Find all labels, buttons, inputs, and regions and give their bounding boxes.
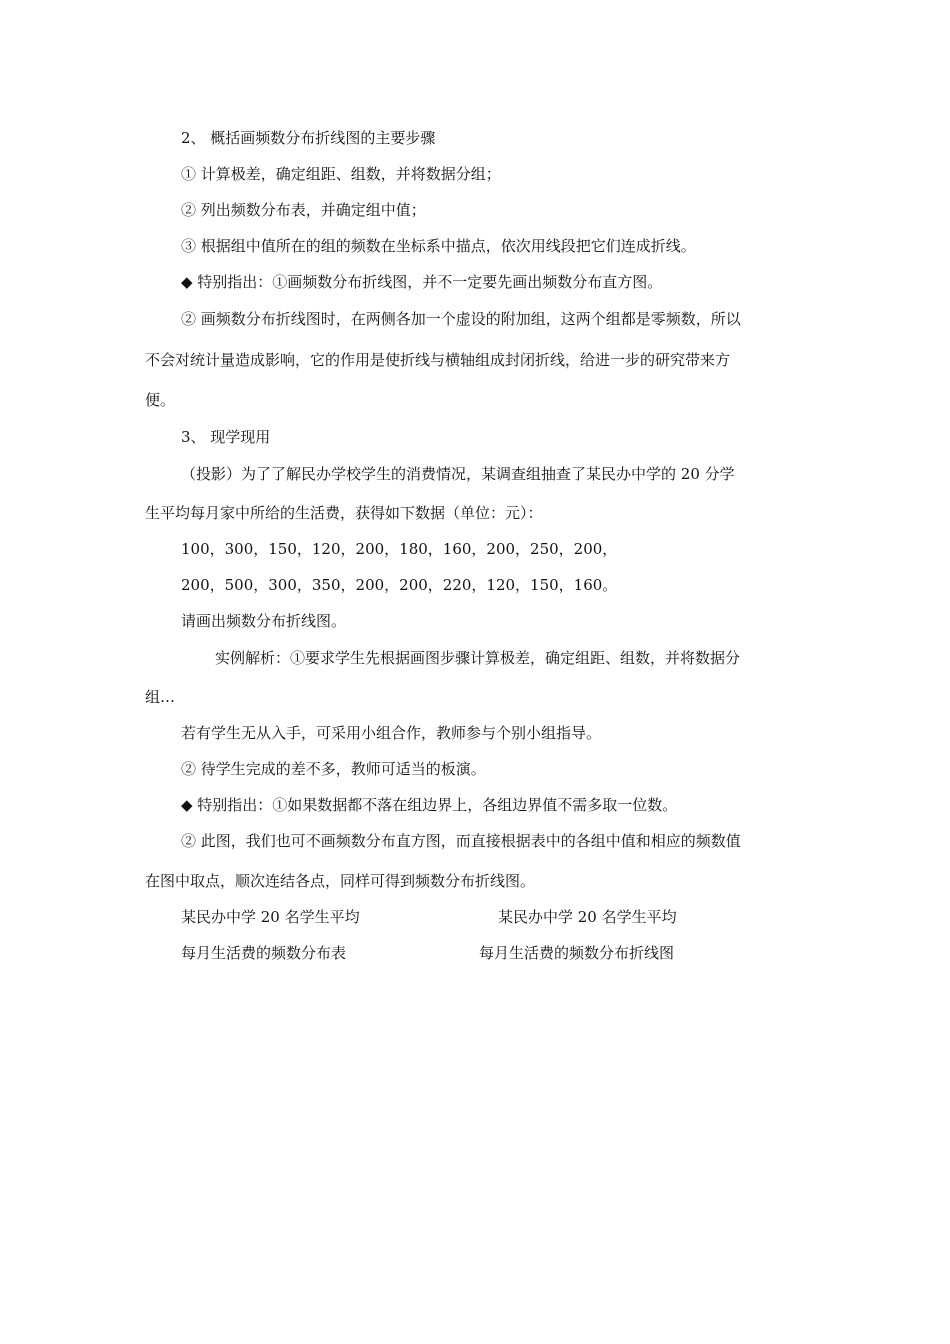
data-row-2: 200，500，300，350，200，200，220，120，150，160。 — [181, 576, 618, 594]
steps-heading: 2、 概括画频数分布折线图的主要步骤 — [181, 129, 436, 147]
step-2: ② 列出频数分布表，并确定组中值； — [181, 201, 426, 219]
data-row-1: 100，300，150，120，200，180，160，200，250，200， — [181, 540, 618, 558]
task-line: 请画出频数分布折线图。 — [181, 612, 347, 630]
chart-title-line-1: 某民办中学 20 名学生平均 — [498, 908, 677, 926]
special-note-2-line-1: ② 画频数分布折线图时，在两侧各加一个虚设的附加组，这两个组都是零频数，所以 — [181, 310, 741, 328]
problem-line-2: 生平均每月家中所给的生活费，获得如下数据（单位：元）： — [145, 504, 543, 522]
problem-line-1: （投影）为了了解民办学校学生的消费情况，某调查组抽查了某民办中学的 20 分学 — [181, 465, 735, 483]
step-1: ① 计算极差，确定组距、组数，并将数据分组； — [181, 165, 501, 183]
step-3: ③ 根据组中值所在的组的频数在坐标系中描点，依次用线段把它们连成折线。 — [181, 237, 696, 255]
analysis-line-2: 组… — [145, 688, 176, 706]
special-note-1: ◆ 特别指出：①画频数分布折线图，并不一定要先画出频数分布直方图。 — [181, 273, 663, 291]
special-note-4-line-1: ② 此图，我们也可不画频数分布直方图，而直接根据表中的各组中值和相应的频数值 — [181, 832, 741, 850]
chart-title-line-2: 每月生活费的频数分布折线图 — [479, 944, 675, 962]
practice-heading: 3、 现学现用 — [181, 428, 271, 446]
special-note-2-line-2: 不会对统计量造成影响，它的作用是使折线与横轴组成封闭折线，给进一步的研究带来方 — [145, 351, 731, 369]
table-title-line-2: 每月生活费的频数分布表 — [181, 944, 347, 962]
analysis-line-1: 实例解析：①要求学生先根据画图步骤计算极差，确定组距、组数，并将数据分 — [215, 649, 741, 667]
analysis-line-4: ② 待学生完成的差不多，教师可适当的板演。 — [181, 760, 486, 778]
special-note-2-line-3: 便。 — [145, 391, 176, 409]
table-title-line-1: 某民办中学 20 名学生平均 — [181, 908, 360, 926]
special-note-4-line-2: 在图中取点，顺次连结各点，同样可得到频数分布折线图。 — [145, 872, 536, 890]
analysis-line-3: 若有学生无从入手，可采用小组合作，教师参与个别小组指导。 — [181, 724, 602, 742]
special-note-3: ◆ 特别指出：①如果数据都不落在组边界上，各组边界值不需多取一位数。 — [181, 796, 678, 814]
